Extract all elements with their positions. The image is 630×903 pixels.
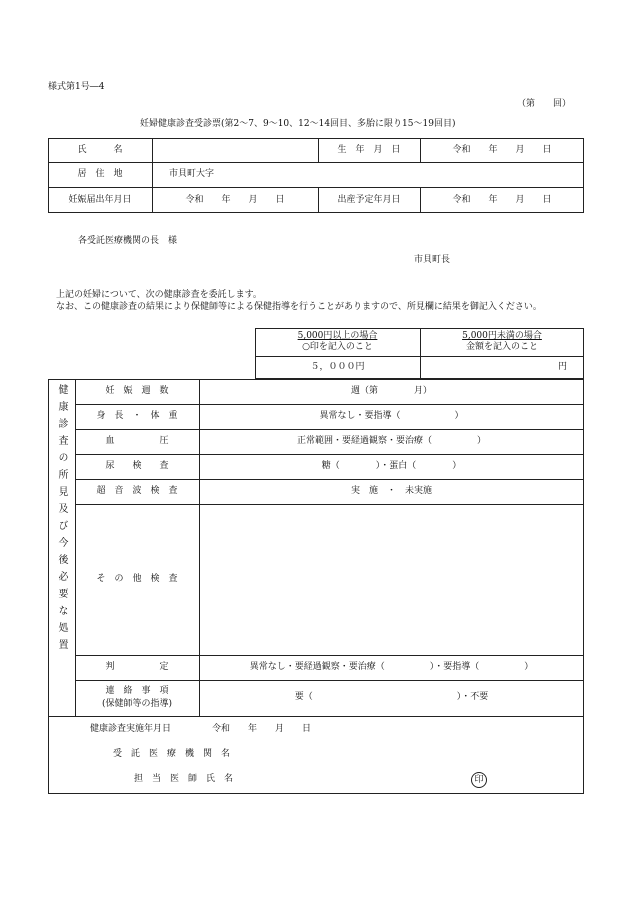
request-line-2: なお、この健康診査の結果により保健師等による保健指導を行うことがありますので、所見欄に結果を御記入ください。 [56,302,542,312]
exam-label-other-tests: そ の 他 検 査 [96,574,178,584]
exam-value-ultrasound[interactable]: 実 施 ・ 未実施 [350,486,432,496]
seal-icon: 印 [471,772,487,788]
fee-under-note: 金額を記入のこと [465,342,538,352]
form-title: 妊婦健康診査受診票(第2～7、9～10、12～14回目、多胎に限り15～19回目) [140,119,456,129]
contact-value[interactable]: 要（ ）・不要 [294,692,489,702]
exam-label-judgement: 判 定 [105,662,169,672]
addressee: 各受託医療機関の長 様 [78,236,178,246]
exam-date-label: 健康診査実施年月日 [90,724,172,734]
form-id: 様式第1号―4 [48,82,105,92]
exam-label-height-weight: 身 長 ・ 体 重 [96,411,178,421]
pregnancy-notice-date-field[interactable]: 令和 年 月 日 [185,195,285,205]
exam-value-blood-pressure[interactable]: 正常範囲・要経過観察・要治療（ ） [296,436,486,446]
contact-label: 連 絡 事 項 [105,686,169,696]
fee-over-note: ○印を記入のこと [302,342,373,352]
birth-date-field[interactable]: 令和 年 月 日 [452,145,552,155]
fee-over-amount[interactable]: ５，０００円 [310,362,365,372]
address-field[interactable]: 市貝町大字 [169,169,215,179]
exam-value-urine-test[interactable]: 糖（ ）・蛋白（ ） [321,461,462,471]
findings-side-label: 健康診査の所見及び今後必要な処置 [56,384,67,656]
address-label: 居 住 地 [77,169,123,179]
due-date-field[interactable]: 令和 年 月 日 [452,195,552,205]
birth-date-label: 生 年 月 日 [337,145,401,155]
exam-label-ultrasound: 超 音 波 検 査 [96,486,178,496]
exam-value-height-weight[interactable]: 異常なし・要指導（ ） [319,411,464,421]
institution-label: 受 託 医 療 機 関 名 [113,749,231,759]
exam-label-gestational-weeks: 妊 娠 週 数 [105,386,169,396]
fee-over-title: 5,000円以上の場合 [297,331,378,341]
fee-under-unit: 円 [558,362,568,372]
exam-label-urine-test: 尿 検 査 [105,461,169,471]
exam-date-field[interactable]: 令和 年 月 日 [212,724,312,734]
round-label: （第 回） [517,99,572,109]
exam-label-blood-pressure: 血 圧 [105,436,169,446]
doctor-label: 担 当 医 師 氏 名 [134,774,234,784]
name-label: 氏 名 [77,145,123,155]
contact-sublabel: (保健師等の指導) [101,699,173,709]
exam-value-judgement[interactable]: 異常なし・要経過観察・要治療（ ）・要指導（ ） [249,662,534,672]
pregnancy-notice-date-label: 妊娠届出年月日 [68,195,132,205]
issuer: 市貝町長 [414,255,451,265]
exam-value-gestational-weeks[interactable]: 週（第 月） [350,386,432,396]
request-line-1: 上記の妊婦について、次の健康診査を委託します。 [56,290,262,300]
due-date-label: 出産予定年月日 [337,195,401,205]
fee-under-title: 5,000円未満の場合 [462,331,542,341]
